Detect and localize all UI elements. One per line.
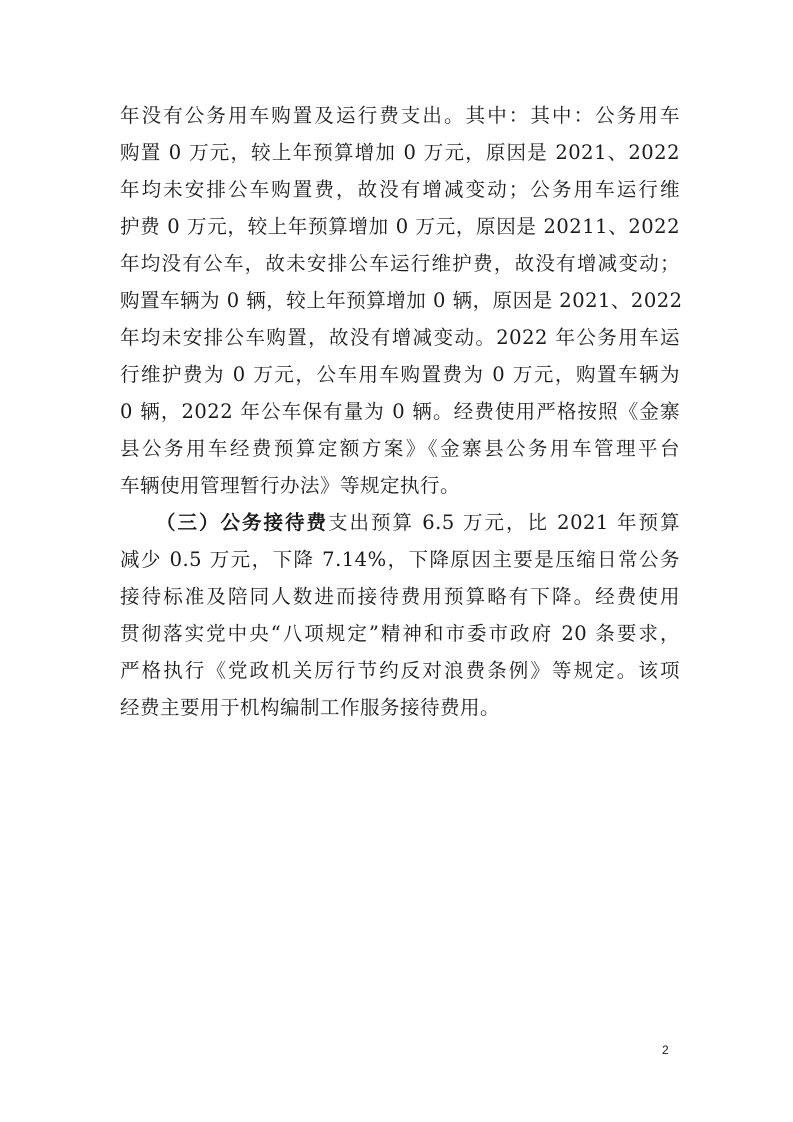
text-line: 减少 0.5 万元，下降 7.14%，下降原因主要是压缩日常公务 — [120, 548, 680, 571]
text-line: 接待标准及陪同人数进而接待费用预算略有下降。经费使用 — [120, 585, 680, 608]
text-line: 贯彻落实党中央“八项规定”精神和市委市政府 20 条要求， — [120, 622, 680, 645]
text-line: 0 辆，2022 年公车保有量为 0 辆。经费使用严格按照《金寨 — [120, 400, 680, 423]
text-line: 经费主要用于机构编制工作服务接待费用。 — [120, 696, 501, 719]
paragraph-reception-expenses — [120, 504, 680, 726]
heading-line-text: 支出预算 6.5 万元，比 2021 年预算 — [328, 511, 680, 534]
text-line: 县公务用车经费预算定额方案》《金寨县公务用车管理平台 — [120, 437, 680, 460]
text-line: 购置 0 万元，较上年预算增加 0 万元，原因是 2021、2022 — [120, 141, 680, 164]
text-line: 护费 0 万元，较上年预算增加 0 万元，原因是 20211、2022 — [120, 215, 680, 238]
text-line: 行维护费为 0 万元，公车用车购置费为 0 万元，购置车辆为 — [120, 363, 680, 386]
text-line: 严格执行《党政机关厉行节约反对浪费条例》等规定。该项 — [120, 659, 680, 682]
document-body — [120, 97, 683, 726]
paragraph-vehicle-expenses — [120, 97, 683, 504]
text-line: 年均未安排公车购置，故没有增减变动。2022 年公务用车运 — [120, 326, 680, 349]
section-heading: （三）公务接待费 — [156, 511, 329, 534]
page-number: 2 — [662, 1043, 669, 1057]
text-line — [120, 504, 680, 541]
text-line: 年均没有公车，故未安排公车运行维护费，故没有增减变动； — [120, 252, 680, 275]
text-line: 年没有公务用车购置及运行费支出。其中：其中：公务用车 — [120, 104, 680, 127]
text-line: 年均未安排公车购置费，故没有增减变动；公务用车运行维 — [120, 178, 680, 201]
text-line: 车辆使用管理暂行办法》等规定执行。 — [120, 474, 461, 497]
text-line: 购置车辆为 0 辆，较上年预算增加 0 辆，原因是 2021、2022 — [120, 289, 683, 312]
